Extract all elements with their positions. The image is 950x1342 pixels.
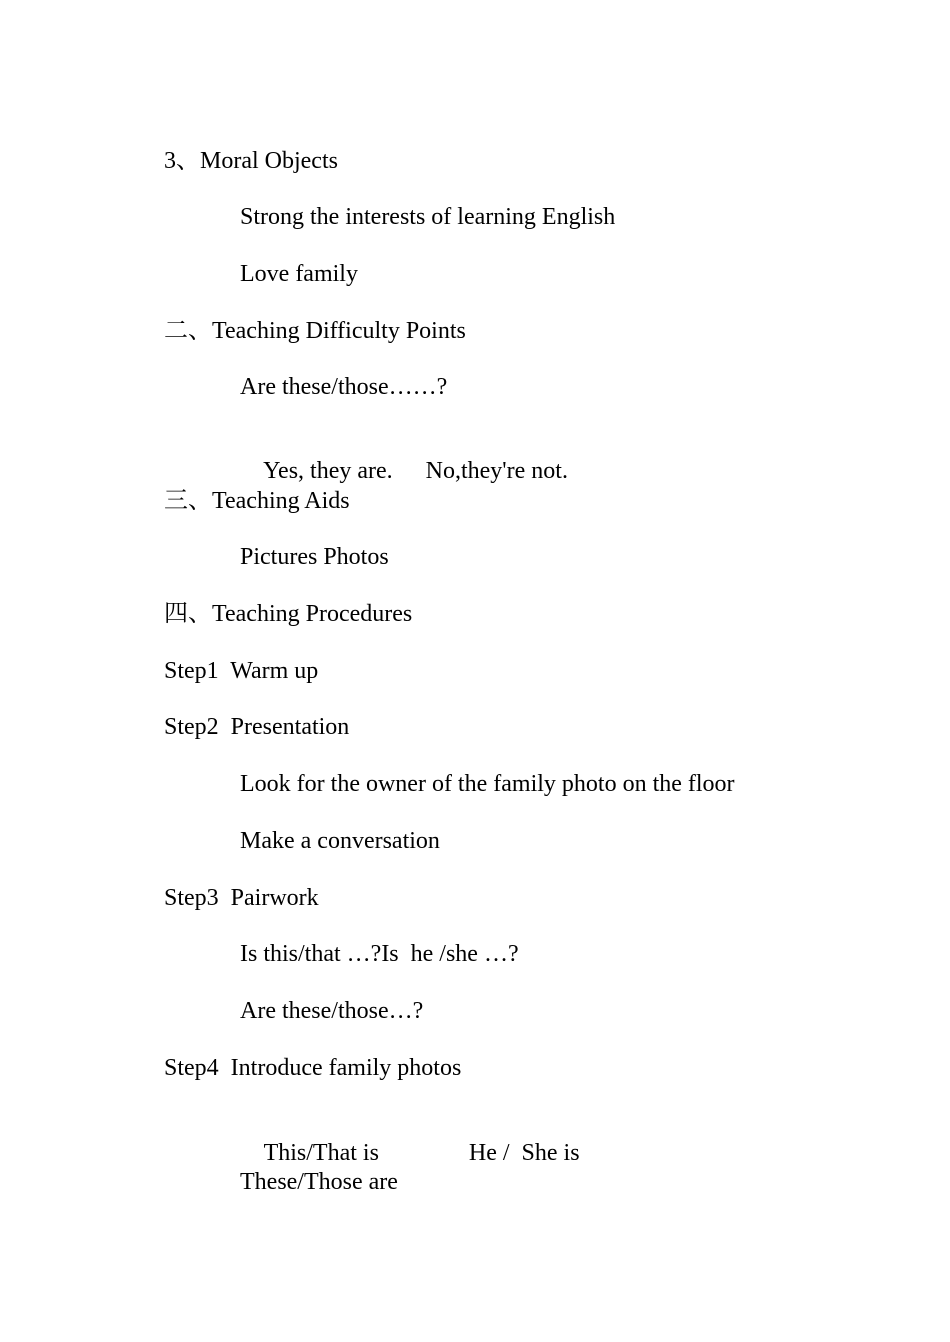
step-heading: Step1 Warm up [164, 658, 319, 684]
body-line-part: Yes, they are. [263, 458, 393, 484]
body-line: Look for the owner of the family photo on the floor [240, 771, 735, 797]
body-line-part: No,they're not. [425, 458, 568, 484]
body-line-part: This/That is [263, 1140, 379, 1166]
body-line-part: He / She is [468, 1140, 580, 1166]
step-heading: Step3 Pairwork [164, 885, 319, 911]
section-heading-difficulty-points: 二、Teaching Difficulty Points [164, 318, 466, 344]
body-line: These/Those are [240, 1169, 398, 1195]
step-heading: Step2 Presentation [164, 714, 350, 740]
body-line: Make a conversation [240, 828, 440, 854]
section-heading-moral-objects: 3、Moral Objects [164, 148, 338, 174]
step-heading: Step4 Introduce family photos [164, 1055, 462, 1081]
body-line: Pictures Photos [240, 544, 389, 570]
body-line: Strong the interests of learning English [240, 204, 616, 230]
body-line: Is this/that …?Is he /she …? [240, 941, 519, 967]
body-line: Are these/those…? [240, 998, 424, 1024]
body-line: Love family [240, 261, 358, 287]
section-heading-teaching-aids: 三、Teaching Aids [164, 488, 350, 514]
section-heading-teaching-procedures: 四、Teaching Procedures [164, 601, 413, 627]
body-line: Are these/those……? [240, 374, 448, 400]
